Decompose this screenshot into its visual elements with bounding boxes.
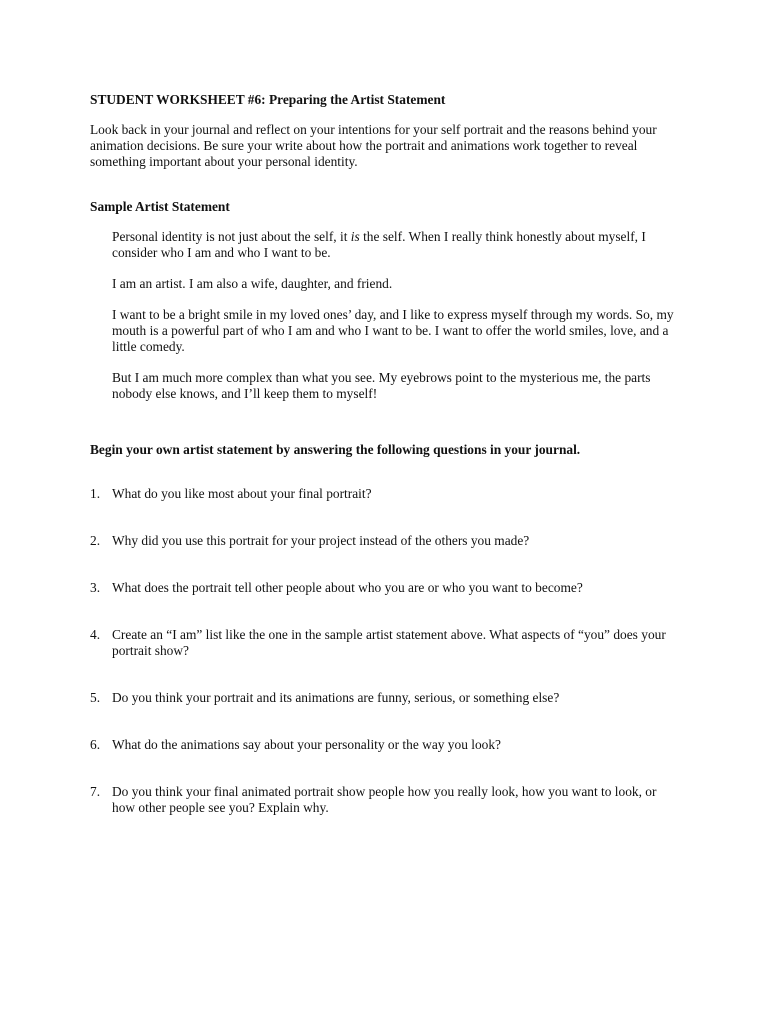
- intro-paragraph: Look back in your journal and reflect on your intentions for your self portrait and the reasons behind your animation decisions. Be sure your write about how the portrait and animations work together to reveal something important about your personal identity.: [90, 122, 657, 169]
- worksheet-title: STUDENT WORKSHEET #6: Preparing the Artist Statement: [90, 92, 446, 107]
- question-number: 5.: [90, 690, 101, 705]
- sample-paragraph-2: I am an artist. I am also a wife, daughter, and friend.: [112, 276, 393, 291]
- worksheet-page: [90, 92, 690, 847]
- sample-paragraph-4: But I am much more complex than what you see. My eyebrows point to the mysterious me, the parts nobody else knows, and I’ll keep them to myself!: [112, 370, 651, 401]
- question-text: Why did you use this portrait for your project instead of the others you made?: [112, 533, 530, 548]
- question-text: Create an “I am” list like the one in the sample artist statement above. What aspects of “you” does your portrait show?: [112, 627, 666, 658]
- sample-paragraph-3: I want to be a bright smile in my loved ones’ day, and I like to express myself through my words. So, my mouth is a powerful part of who I am and who I want to be. I want to offer the world smiles, love, and a little comedy.: [112, 307, 674, 354]
- question-number: 3.: [90, 580, 101, 595]
- question-text: What do you like most about your final portrait?: [112, 486, 372, 501]
- question-number: 1.: [90, 486, 101, 501]
- question-item: [90, 690, 682, 706]
- sample-paragraph-1: [112, 229, 682, 261]
- question-list: [90, 486, 690, 816]
- question-text: What do the animations say about your personality or the way you look?: [112, 737, 501, 752]
- sample-statement: [112, 229, 682, 402]
- begin-heading: Begin your own artist statement by answering the following questions in your journal.: [90, 442, 581, 457]
- sample-p1-emphasis: is: [350, 229, 360, 244]
- sample-p1-start: Personal identity is not just about the self, it: [112, 229, 351, 244]
- question-text: Do you think your final animated portrait show people how you really look, how you want to look, or how other people see you? Explain why.: [112, 784, 657, 815]
- question-item: [90, 737, 682, 753]
- question-text: What does the portrait tell other people about who you are or who you want to become?: [112, 580, 583, 595]
- question-item: [90, 533, 682, 549]
- question-number: 6.: [90, 737, 101, 752]
- question-item: [90, 784, 682, 816]
- question-text: Do you think your portrait and its animations are funny, serious, or something else?: [112, 690, 560, 705]
- question-number: 2.: [90, 533, 101, 548]
- question-item: [90, 580, 682, 596]
- sample-p1-end: the self. When I really think honestly about myself, I consider who I am and who I want to be.: [112, 229, 646, 260]
- question-item: [90, 486, 682, 502]
- sample-heading: Sample Artist Statement: [90, 199, 230, 214]
- question-number: 7.: [90, 784, 101, 799]
- question-number: 4.: [90, 627, 101, 642]
- question-item: [90, 627, 682, 659]
